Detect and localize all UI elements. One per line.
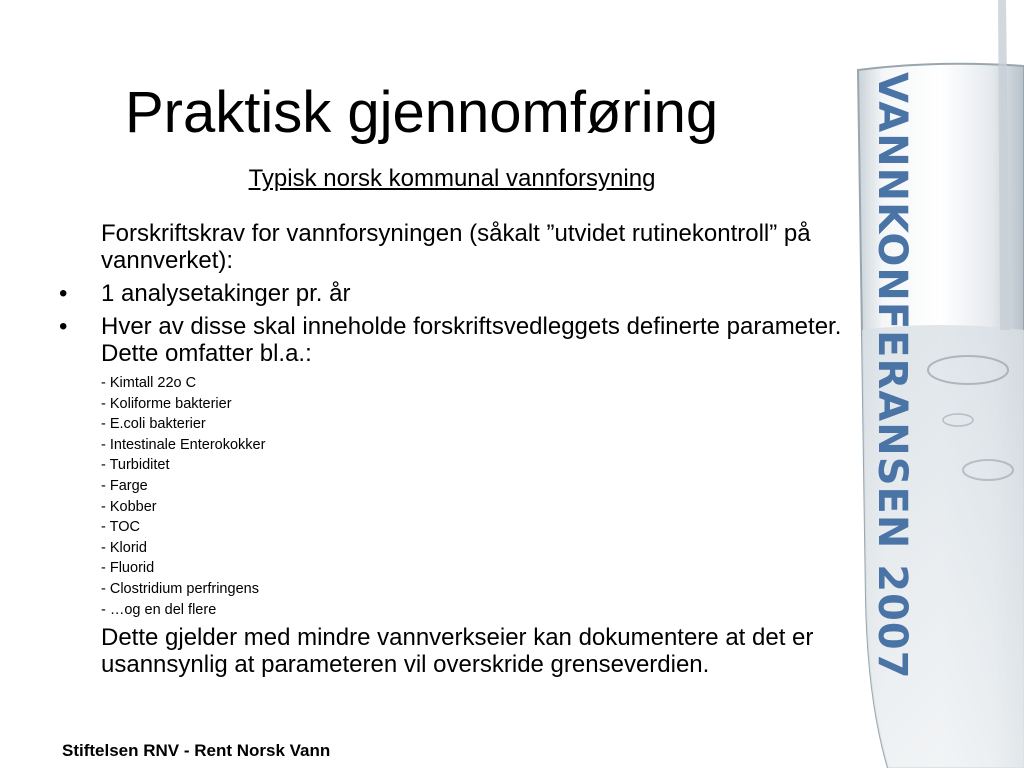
closing-paragraph: Dette gjelder med mindre vannverkseier kan dokumentere at det er usannsynlig at parameteren vil overskride grenseverdien.: [101, 624, 814, 679]
list-item: - TOC: [101, 519, 140, 536]
list-item: - Clostridium perfringens: [101, 580, 259, 597]
page-title: Praktisk gjennomføring: [125, 80, 719, 145]
parameter-list: [57, 373, 847, 620]
list-item: - Klorid: [101, 539, 147, 556]
list-item: - Farge: [101, 477, 148, 494]
list-item: - Turbiditet: [101, 457, 170, 474]
bullet-text: 1 analysetakinger pr. år: [101, 280, 351, 307]
bullet-text: Hver av disse skal inneholde forskriftsvedleggets definerte parameter. Dette omfatter bl.a.:: [101, 313, 842, 367]
intro-paragraph: Forskriftskrav for vannforsyningen (såkalt ”utvidet rutinekontroll” på vannverket):: [101, 220, 811, 274]
footer-text: Stiftelsen RNV - Rent Norsk Vann: [62, 741, 331, 760]
list-item: - E.coli bakterier: [101, 416, 206, 433]
list-item: - …og en del flere: [101, 601, 217, 618]
slide-body: [57, 220, 847, 678]
list-item: - Kimtall 22o C: [101, 375, 197, 391]
list-item: - Kobber: [101, 498, 157, 515]
brand-label: VANNKONFERANSEN 2007: [869, 72, 915, 680]
list-item: - Koliforme bakterier: [101, 395, 232, 412]
bullet-item: [57, 280, 847, 307]
list-item: - Intestinale Enterokokker: [101, 436, 266, 453]
subtitle: Typisk norsk kommunal vannforsyning: [248, 165, 656, 192]
bullet-marker: •: [59, 313, 68, 340]
bullet-item: [57, 313, 847, 367]
list-item: - Fluorid: [101, 560, 155, 577]
bullet-marker: •: [59, 280, 68, 307]
